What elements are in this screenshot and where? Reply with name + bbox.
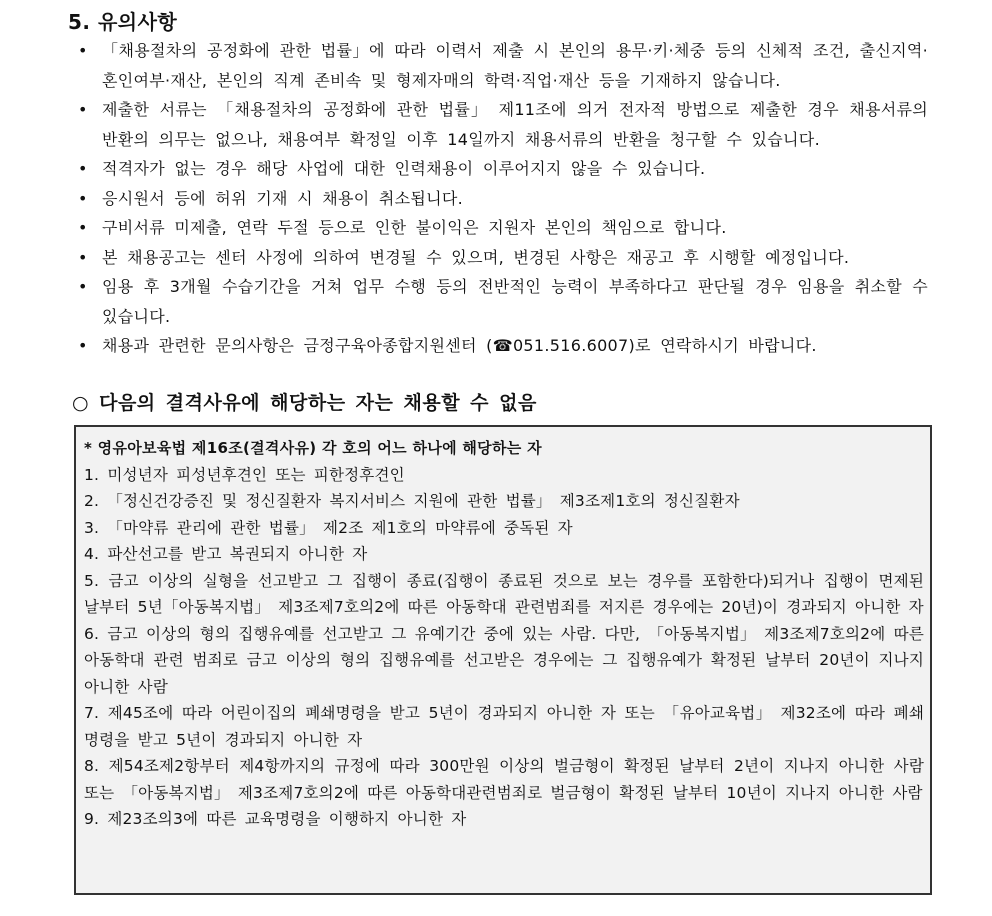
note-item xyxy=(72,154,928,184)
note-item xyxy=(72,331,928,361)
note-text: 임용 후 3개월 수습기간을 거쳐 업무 수행 등의 전반적인 능력이 부족하다고 판단될 경우 임용을 취소할 수 있습니다. xyxy=(102,277,928,326)
disqualification-box xyxy=(74,425,932,895)
note-item xyxy=(72,213,928,243)
disqualification-item: 5. 금고 이상의 실형을 선고받고 그 집행이 종료(집행이 종료된 것으로 보는 경우를 포함한다)되거나 집행이 면제된 날부터 5년「아동복지법」 제3조제7호의2에 따른 아동학대 관련범죄를 저지른 경우에는 20년)이 경과되지 아니한 자 xyxy=(84,571,924,616)
disqualification-item: 6. 금고 이상의 형의 집행유예를 선고받고 그 유예기간 중에 있는 사람. 다만, 「아동복지법」 제3조제7호의2에 따른 아동학대 관련 범죄로 금고 이상의 형의 집행유예를 선고받은 경우에는 그 집행유예가 확정된 날부터 20년이 지나지 아니한 사람 xyxy=(84,624,924,696)
disqualification-item: 3. 「마약류 관리에 관한 법률」 제2조 제1호의 마약류에 중독된 자 xyxy=(84,518,573,537)
disqualification-heading xyxy=(72,388,537,415)
bullet-icon: • xyxy=(78,247,88,267)
disqualification-heading-text: 다음의 결격사유에 해당하는 자는 채용할 수 없음 xyxy=(99,392,537,414)
disqualification-item: 9. 제23조의3에 따른 교육명령을 이행하지 아니한 자 xyxy=(84,810,467,828)
note-text: 「채용절차의 공정화에 관한 법률」에 따라 이력서 제출 시 본인의 용무·키·체중 등의 신체적 조건, 출신지역·혼인여부·재산, 본인의 직계 존비속 및 형제자매의 학력·직업·재산 등을 기재하지 않습니다. xyxy=(102,41,928,90)
bullet-icon: • xyxy=(78,188,88,208)
disqualification-item: 1. 미성년자 피성년후견인 또는 피한정후견인 xyxy=(84,465,405,484)
note-text: 본 채용공고는 센터 사정에 의하여 변경될 수 있으며, 변경된 사항은 재공고 후 시행할 예정입니다. xyxy=(102,247,850,267)
circle-icon: ○ xyxy=(72,392,90,414)
notes-list xyxy=(72,36,928,361)
note-item xyxy=(72,184,928,214)
bullet-icon: • xyxy=(78,277,88,296)
bullet-icon: • xyxy=(78,336,88,355)
note-item xyxy=(72,95,928,154)
note-text: 제출한 서류는 「채용절차의 공정화에 관한 법률」 제11조에 의거 전자적 방법으로 제출한 경우 채용서류의 반환의 의무는 없으나, 채용여부 확정일 이후 14일까지 채용서류의 반환을 청구할 수 있습니다. xyxy=(102,100,928,149)
note-item xyxy=(72,36,928,95)
bullet-icon: • xyxy=(78,41,88,60)
bullet-icon: • xyxy=(78,100,88,119)
disqualification-item: 2. 「정신건강증진 및 정신질환자 복지서비스 지원에 관한 법률」 제3조제1호의 정신질환자 xyxy=(84,492,740,510)
note-text: 적격자가 없는 경우 해당 사업에 대한 인력채용이 이루어지지 않을 수 있습니다. xyxy=(102,159,706,178)
note-text: 응시원서 등에 허위 기재 시 채용이 취소됩니다. xyxy=(102,188,464,208)
box-head: * 영유아보육법 제16조(결격사유) 각 호의 어느 하나에 해당하는 자 xyxy=(84,439,542,457)
bullet-icon: • xyxy=(78,159,88,178)
section-title: 5. 유의사항 xyxy=(68,10,178,34)
disqualification-item: 8. 제54조제2항부터 제4항까지의 규정에 따라 300만원 이상의 벌금형이 확정된 날부터 2년이 지나지 아니한 사람 또는 「아동복지법」 제3조제7호의2에 따른 아동학대관련범죄로 벌금형이 확정된 날부터 10년이 지나지 아니한 사람 xyxy=(84,757,924,802)
disqualification-item: 4. 파산선고를 받고 복권되지 아니한 자 xyxy=(84,545,368,563)
note-text: 구비서류 미제출, 연락 두절 등으로 인한 불이익은 지원자 본인의 책임으로 합니다. xyxy=(102,218,727,237)
note-item xyxy=(72,272,928,331)
note-item xyxy=(72,243,928,273)
note-text: 채용과 관련한 문의사항은 금정구육아종합지원센터 (☎051.516.6007)로 연락하시기 바랍니다. xyxy=(102,336,817,355)
bullet-icon: • xyxy=(78,218,88,237)
disqualification-item: 7. 제45조에 따라 어린이집의 폐쇄명령을 받고 5년이 경과되지 아니한 자 또는 「유아교육법」 제32조에 따라 폐쇄명령을 받고 5년이 경과되지 아니한 자 xyxy=(84,704,924,749)
